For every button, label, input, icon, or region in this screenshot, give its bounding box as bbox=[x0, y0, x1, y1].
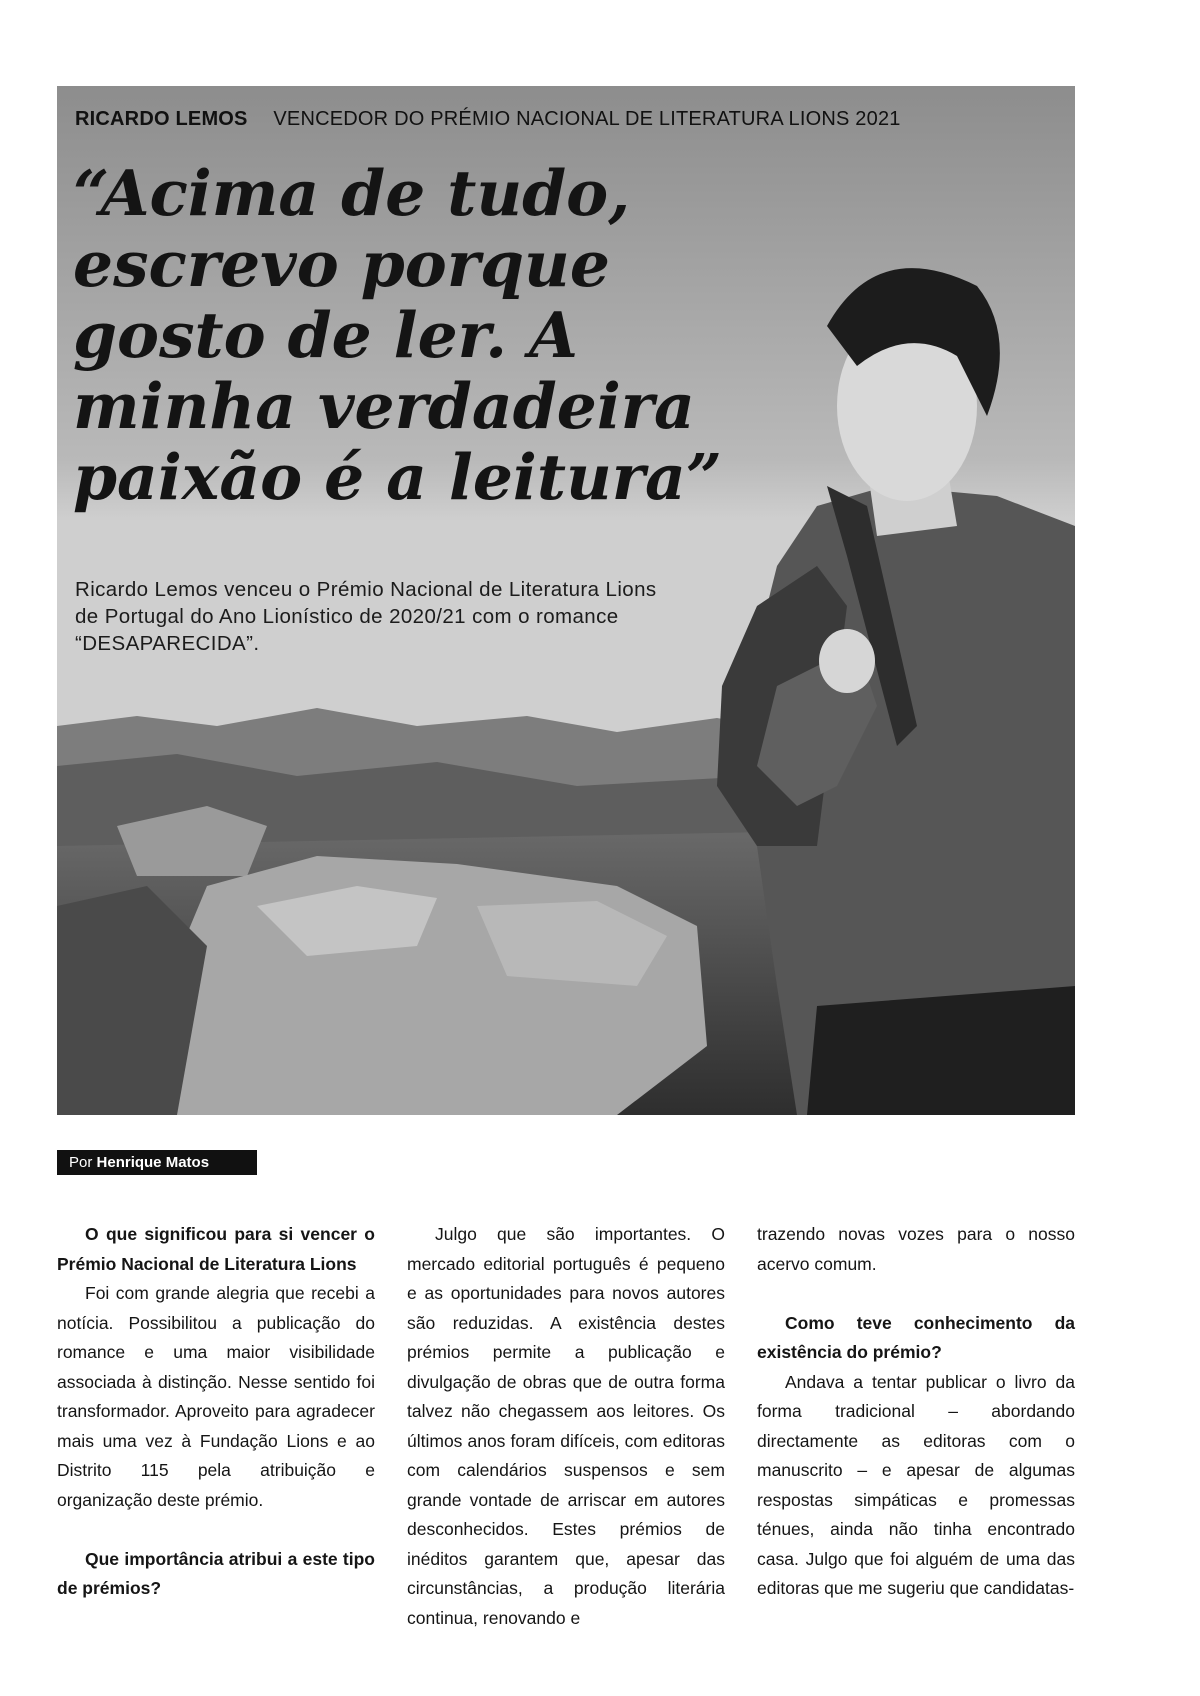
byline-author: Henrique Matos bbox=[96, 1154, 210, 1171]
kicker bbox=[75, 108, 901, 131]
headline: “Acima de tudo, escrevo porque gosto de ler. A minha verdadeira paixão é a leitura” bbox=[73, 156, 723, 514]
article-body bbox=[57, 1220, 1075, 1640]
question-3: Como teve conhecimento da existência do prémio? bbox=[757, 1312, 1075, 1362]
article-column-3 bbox=[757, 1220, 1075, 1640]
question-2: Que importância atribui a este tipo de prémios? bbox=[57, 1548, 375, 1598]
article-column-2 bbox=[407, 1220, 725, 1640]
answer-1: Foi com grande alegria que recebi a notícia. Possibilitou a publicação do romance e uma maior visibilidade associada à distinção. Nesse sentido foi transformador. Aproveito para agradecer mais uma vez à Fundação Lions e ao Distrito 115 pela atribuição e organização deste prémio. bbox=[57, 1283, 375, 1510]
answer-2-continued: trazendo novas vozes para o nosso acervo comum. bbox=[757, 1224, 1075, 1274]
kicker-name: RICARDO LEMOS bbox=[75, 108, 248, 130]
answer-3: Andava a tentar publicar o livro da forma tradicional – abordando directamente as editoras com o manuscrito – e apesar de algumas respostas simpáticas e promessas ténues, ainda não tinha encontrado casa. Julgo que foi alguém de uma das editoras que me sugeriu que candidatas- bbox=[757, 1371, 1075, 1598]
deck: Ricardo Lemos venceu o Prémio Nacional de Literatura Lions de Portugal do Ano Lionístico de 2020/21 com o romance “DESAPARECIDA”. bbox=[75, 578, 657, 655]
question-1: O que significou para si vencer o Prémio Nacional de Literatura Lions bbox=[57, 1224, 375, 1274]
byline-prefix: Por bbox=[69, 1154, 93, 1171]
kicker-title: VENCEDOR DO PRÉMIO NACIONAL DE LITERATURA LIONS 2021 bbox=[273, 108, 901, 130]
byline bbox=[57, 1150, 257, 1175]
answer-2: Julgo que são importantes. O mercado editorial português é pequeno e as oportunidades para novos autores são reduzidas. A existência destes prémios permite a publicação e divulgação de obras que de outra forma talvez não chegassem aos leitores. Os últimos anos foram difíceis, com editoras com calendários suspensos e sem grande vontade de arriscar em autores desconhecidos. Estes prémios de inéditos garantem que, apesar das circunstâncias, a produção literária continua, renovando e bbox=[407, 1224, 725, 1628]
cover-photo bbox=[57, 86, 1075, 1115]
article-column-1 bbox=[57, 1220, 375, 1640]
